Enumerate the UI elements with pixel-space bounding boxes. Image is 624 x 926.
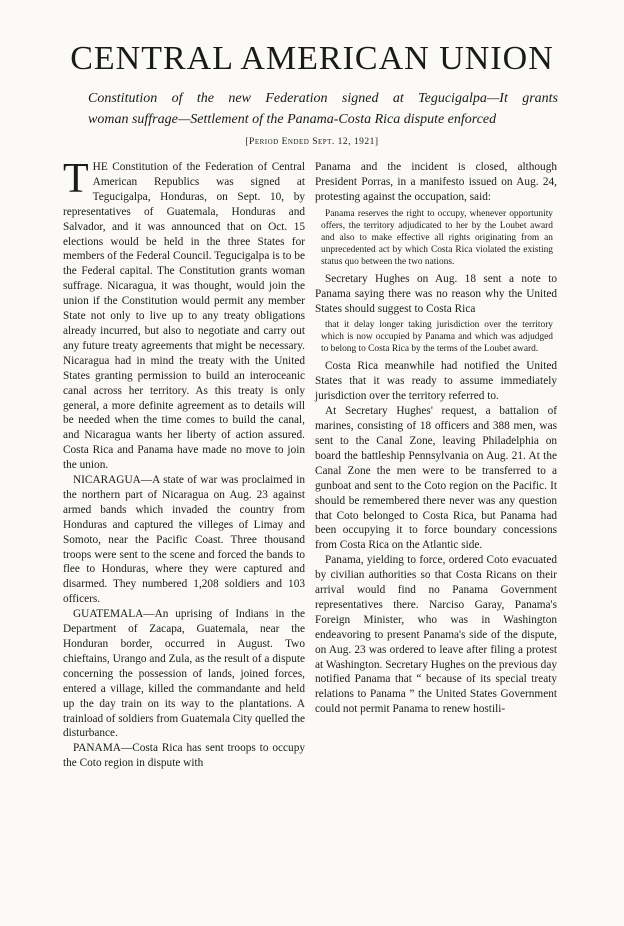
right-paragraph-marines: At Secretary Hughes' request, a battalion of marines, consisting of 18 officers and 388 men, was sent to the Canal Zone, leaving Philadelphia on board the battleship Pennsylvania on Aug. 21. At the Canal Zone the men were to be transferred to a gunboat and sent to the Coto region on the Pacific. It should be remembered there never was any question that Coto belonged to Costa Rica, but Panama had been occupying it to force boundary concessions from Costa Rica on the Atlantic side. [315, 405, 557, 552]
left-column [63, 156, 305, 771]
left-paragraph-1-text: HE Constitution of the Federation of Central American Republics was signed at Tegucigalpa, Honduras, on Sept. 10, by representatives of Guatemala, Honduras and Salvador, and it was announced that on Oct. 15 elections would be held in the three States for members of the Federal Council. Tegucigalpa is to be the Federal capital. The Constitution grants woman suffrage. Nicaragua, it was thought, would join the union if the Constitution would permit any member State not only to live up to any treaty obligations already incurred, but also to negotiate and carry out any future treaty agreements that might be necessary. Nicaragua had in mind the treaty with the United States granting permission to build an interoceanic canal across her territory. As this treaty is only general, a more definite agreement as to details will be needed when the time comes to build the canal, and Nicaragua wants her liberty of action assured. Costa Rica and Panama have made no move to join the union. [63, 161, 305, 472]
article-title: CENTRAL AMERICAN UNION [70, 40, 554, 77]
right-paragraph-1: Panama and the incident is closed, although President Porras, in a manifesto issued on Aug. 24, protesting against the occupation, said: [315, 161, 557, 203]
right-paragraph-panama-yielding: Panama, yielding to force, ordered Coto evacuated by civilian authorities so that Costa Ricans on their arrival would find no Panama Government representatives there. Narciso Garay, Panama's Foreign Minister, who was in Washington endeavoring to present Panama's side of the dispute, on Aug. 23 was ordered to leave after filing a protest at Washington. Secretary Hughes on the previous day notified Panama that “ because of its special treaty relations to Panama ” the United States Government could not permit Panama to renew hostili- [315, 554, 557, 716]
right-column [315, 160, 557, 717]
right-paragraph-hughes-note: Secretary Hughes on Aug. 18 sent a note to Panama saying there was no reason why the United States should suggest to Costa Rica [315, 272, 557, 315]
left-paragraph-nicaragua: NICARAGUA—A state of war was proclaimed in the northern part of Nicaragua on Aug. 23 against armed bands which invaded the country from Honduras and captured the villeges of Limay and Somoto, near the Pacific Coast. Three thousand troops were sent to the scene and forced the bands to flee to Honduras, where they were captured and disarmed. They numbered 1,208 soldiers and 103 officers. [63, 474, 305, 606]
drop-cap: T [63, 156, 89, 202]
subtitle-line-1: Constitution of the new Federation signed at Tegucigalpa—It grants [88, 91, 558, 106]
quote-porras: Panama reserves the right to occupy, whenever opportunity offers, the territory adjudicated to her by the Loubet award and also to make effective all rights originating from an unprecedented act by which Costa Rica violated the existing status quo between the two nations. [321, 208, 553, 267]
left-paragraph-panama: PANAMA—Costa Rica has sent troops to occupy the Coto region in dispute with [63, 742, 305, 770]
left-paragraph-1 [63, 156, 305, 473]
left-paragraph-guatemala: GUATEMALA—An uprising of Indians in the Department of Zacapa, Guatemala, near the Honduran border, occurred in August. Two chieftains, Urango and Zula, as the result of a dispute concerning the possession of lands, joined forces, entered a village, killed the commandante and held up the day train on its way to the plantations. A trainload of soldiers from Guatemala City quelled the disturbance. [63, 608, 305, 740]
article-subtitle [88, 88, 558, 130]
quote-hughes: that it delay longer taking jurisdiction over the territory which is now occupied by Panama and which was adjudged to belong to Costa Rica by the terms of the Loubet award. [321, 320, 553, 355]
period-note: [Period Ended Sept. 12, 1921] [245, 137, 379, 147]
subtitle-line-2: woman suffrage—Settlement of the Panama-Costa Rica dispute enforced [88, 112, 497, 127]
right-paragraph-costa-rica: Costa Rica meanwhile had notified the United States that it was ready to assume immediately jurisdiction over the territory referred to. [315, 360, 557, 403]
